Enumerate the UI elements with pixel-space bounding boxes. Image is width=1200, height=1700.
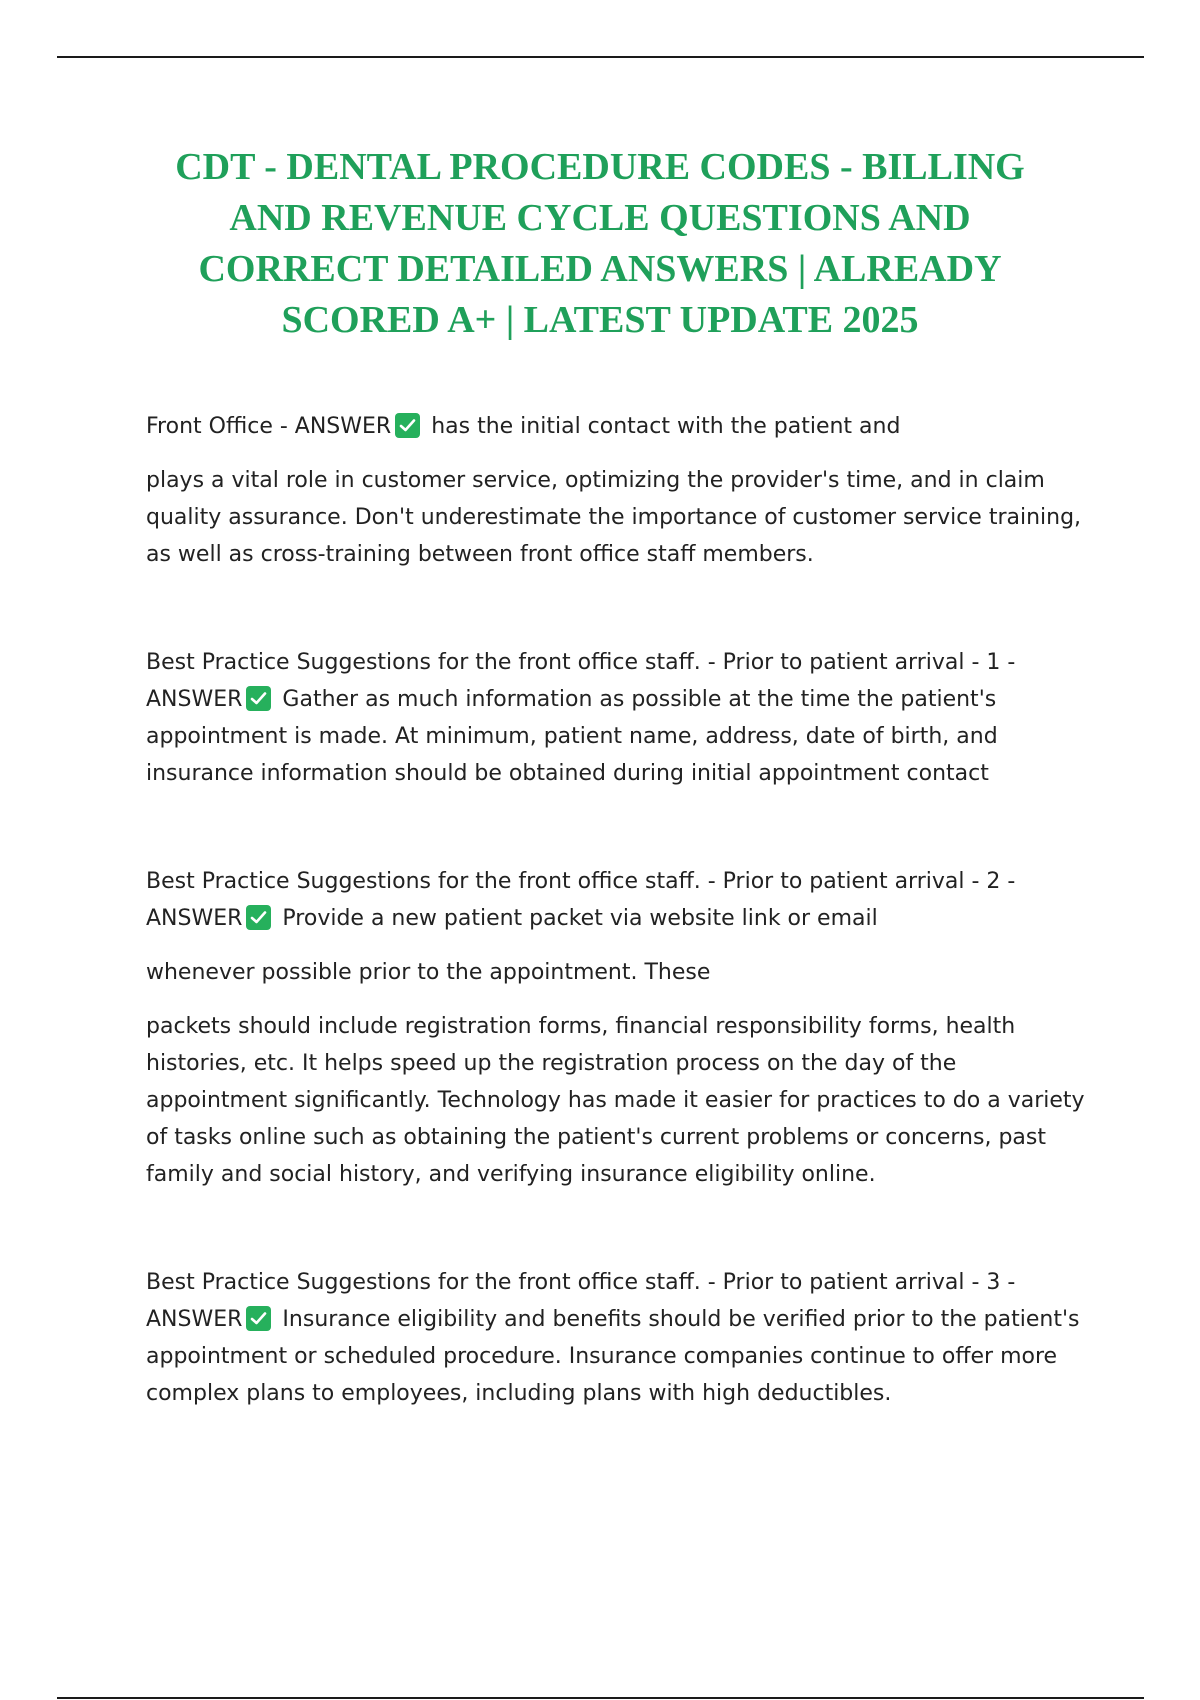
bottom-rule — [57, 1697, 1144, 1699]
checkmark-icon — [246, 686, 271, 711]
question-text: Front Office - ANSWER — [146, 414, 392, 439]
question-text: Best Practice Suggestions for the front office staff. - Prior to patient arrival - 2 - ANSWER — [146, 869, 1016, 931]
answer-paragraph: plays a vital role in customer service, optimizing the provider's time, and in claim quality assurance. Don't underestimate the importance of customer service training, as well as cross-training between front office staff members. — [146, 468, 1082, 567]
question-text: Best Practice Suggestions for the front office staff. - Prior to patient arrival - 1 - ANSWER — [146, 650, 1016, 712]
question-line — [146, 408, 1091, 445]
question-line — [146, 1264, 1091, 1412]
answer-text: has the initial contact with the patient and — [431, 414, 901, 439]
answer-paragraph: whenever possible prior to the appointment. These — [146, 960, 711, 985]
document-title: CDT - DENTAL PROCEDURE CODES - BILLING AND REVENUE CYCLE QUESTIONS AND CORRECT DETAILED ANSWERS | ALREADY SCORED A+ | LATEST UPDATE 2025 — [175, 146, 1025, 341]
qa-item — [146, 644, 1091, 792]
qa-item — [146, 408, 1091, 573]
checkmark-icon — [246, 1306, 271, 1331]
qa-item — [146, 863, 1091, 1193]
answer-paragraph: packets should include registration forms, financial responsibility forms, health histories, etc. It helps speed up the registration process on the day of the appointment significantly. Technology has made it easier for practices to do a variety of tasks online such as obtaining the patient's current problems or concerns, past family and social history, and verifying insurance eligibility online. — [146, 1014, 1085, 1187]
top-rule — [57, 56, 1144, 58]
question-line — [146, 644, 1091, 792]
checkmark-icon — [246, 905, 271, 930]
question-text: Best Practice Suggestions for the front office staff. - Prior to patient arrival - 3 - ANSWER — [146, 1270, 1016, 1332]
answer-text: Gather as much information as possible at the time the patient's appointment is made. At minimum, patient name, address, date of birth, and insurance information should be obtained during initial appointment contact — [146, 687, 998, 786]
document-body — [146, 408, 1091, 1412]
answer-text: Insurance eligibility and benefits should be verified prior to the patient's appointment or scheduled procedure. Insurance companies continue to offer more complex plans to employees, including plans with high deductibles. — [146, 1307, 1080, 1406]
checkmark-icon — [395, 413, 420, 438]
qa-item — [146, 1264, 1091, 1412]
answer-text: Provide a new patient packet via website link or email — [282, 906, 878, 931]
question-line — [146, 863, 1091, 937]
